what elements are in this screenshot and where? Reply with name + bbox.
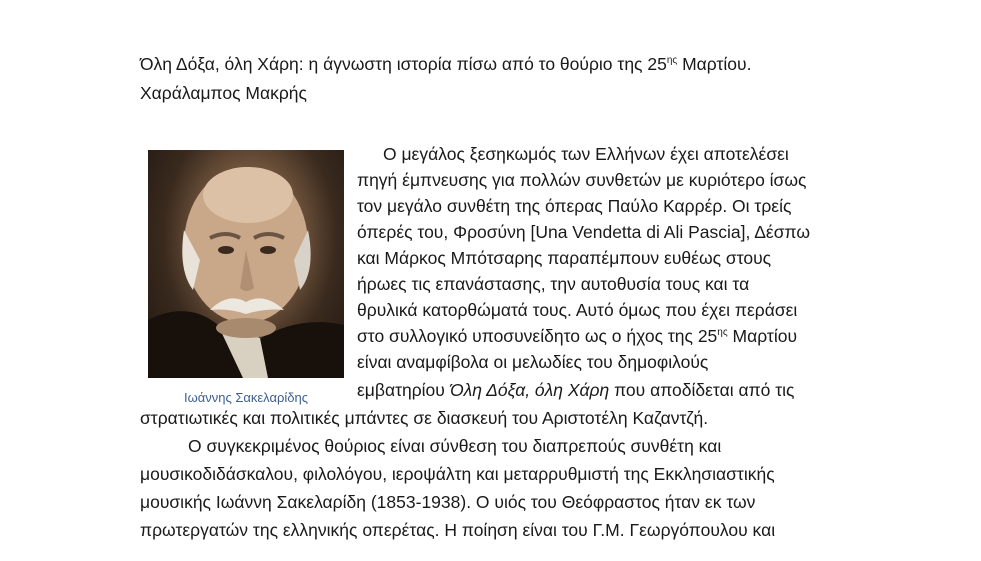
paragraph-line: Ο συγκεκριμένος θούριος είναι σύνθεση του διαπρεπούς συνθέτη και xyxy=(188,436,722,456)
paragraph-line: μουσικής Ιωάννη Σακελαρίδη (1853-1938). Ο υιός του Θεόφραστος ήταν εκ των xyxy=(140,492,756,512)
paragraph-line: και Μάρκος Μπότσαρης παραπέμπουν ευθέως στους xyxy=(357,248,772,268)
paragraph-line: θρυλικά κατορθώματά τους. Αυτό όμως που έχει περάσει xyxy=(357,300,798,320)
paragraph-line: όπερές του, Φροσύνη [Una Vendetta di Ali Pascia], Δέσπω xyxy=(357,222,811,242)
article-author: Χαράλαμπος Μακρής xyxy=(140,83,307,103)
paragraph-line: στρατιωτικές και πολιτικές μπάντες σε διασκευή του Αριστοτέλη Καζαντζή. xyxy=(140,408,709,428)
paragraph-line: είναι αναμφίβολα οι μελωδίες του δημοφιλούς xyxy=(357,352,709,372)
paragraph-line: πηγή έμπνευσης για πολλών συνθετών με κυριότερο ίσως xyxy=(357,170,807,190)
portrait-illustration xyxy=(148,150,344,378)
paragraph-line: στο συλλογικό υποσυνείδητο ως ο ήχος της $25^{\eta\varsigma}$ Μαρτίου xyxy=(357,326,798,346)
paragraph-line: Ο μεγάλος ξεσηκωμός των Ελλήνων έχει αποτελέσει xyxy=(383,144,789,164)
march-title: Όλη Δόξα, όλη Χάρη xyxy=(449,380,610,400)
portrait-photo xyxy=(148,150,344,378)
article-header xyxy=(140,50,860,108)
paragraph-line: ήρωες τις επανάστασης, την αυτοθυσία τους και τα xyxy=(357,274,750,294)
article-title: Όλη Δόξα, όλη Χάρη: η άγνωστη ιστορία πίσω από το θούριο της $25^{\eta\varsigma}$ Μαρτίου. xyxy=(140,54,752,74)
photo-caption: Ιωάννης Σακελαρίδης xyxy=(183,390,309,405)
paragraph-line: εμβατηρίου Όλη Δόξα, όλη Χάρη που αποδίδεται από τις xyxy=(357,380,795,400)
paragraph-line: τον μεγάλο συνθέτη της όπερας Παύλο Καρρέρ. Οι τρείς xyxy=(357,196,792,216)
paragraph-line: πρωτεργατών της ελληνικής οπερέτας. Η ποίηση είναι του Γ.Μ. Γεωργόπουλου και xyxy=(140,520,776,540)
paragraph-line: μουσικοδιδάσκαλου, φιλολόγου, ιεροψάλτη και μεταρρυθμιστή της Εκκλησιαστικής xyxy=(140,464,775,484)
